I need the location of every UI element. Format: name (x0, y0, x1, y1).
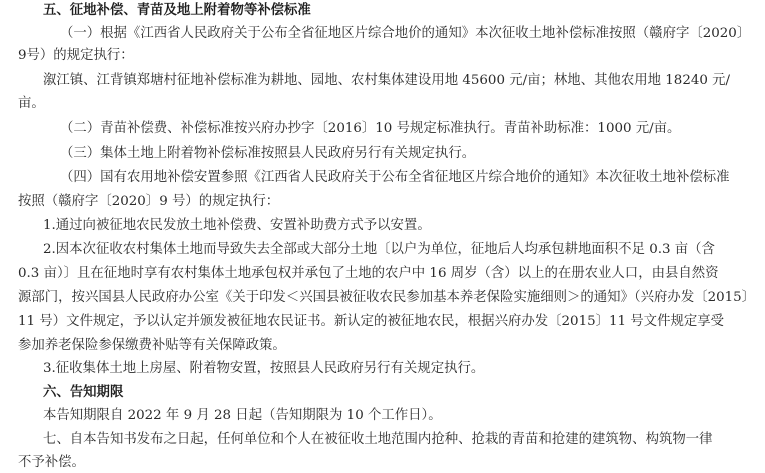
item2-text: （二）青苗补偿费、补偿标准按兴府办抄字〔2016〕10 号规定标准执行。青苗补助标准：1000 元/亩。 (60, 121, 681, 136)
item4-point2-line3: 源部门，按兴国县人民政府办公室《关于印发＜兴国县被征收农民参加基本养老保险实施细则＞的通知》（兴府办发〔2015〕 (18, 290, 756, 305)
item1-line1: （一）根据《江西省人民政府关于公布全省征地区片综合地价的通知》本次征收土地补偿标准按照（赣府字〔2020〕 (60, 26, 751, 41)
section6-heading: 六、告知期限 (43, 385, 124, 400)
item4-line1: （四）国有农用地补偿安置参照《江西省人民政府关于公布全省征地区片综合地价的通知》本次征收土地补偿标准 (60, 170, 730, 185)
section7-line1: 七、自本告知书发布之日起，任何单位和个人在被征收土地范围内抢种、抢栽的青苗和抢建的建筑物、构筑物一律 (43, 432, 713, 447)
item3-text: （三）集体土地上附着物补偿标准按照县人民政府另行有关规定执行。 (60, 146, 476, 161)
item4-point2-line2: 0.3 亩）〕且在征地时享有农村集体土地承包权并承包了土地的农户中 16 周岁（含）以上的在册农业人口，由县自然资 (18, 266, 719, 281)
item1-line2: 9号）的规定执行： (18, 48, 134, 63)
item4-point2-line4: 11 号）文件规定，予以认定并颁发被征地农民证书。新认定的被征地农民，根据兴府办发〔2015〕11 号文件规定享受 (18, 314, 725, 329)
item4-point2-line5: 参加养老保险参保缴费补贴等有关保障政策。 (18, 338, 286, 353)
item4-line2: 按照（赣府字〔2020〕9 号）的规定执行： (18, 194, 280, 209)
item4-point2-line1: 2.因本次征收农村集体土地而导致失去全部或大部分土地〔以户为单位，征地后人均承包耕地面积不足 0.3 亩（含 (43, 242, 715, 257)
item4-point1: 1.通过向被征地农民发放土地补偿费、安置补助费方式予以安置。 (43, 218, 431, 233)
item4-point3: 3.征收集体土地上房屋、附着物安置，按照县人民政府另行有关规定执行。 (43, 361, 485, 376)
section6-text: 本告知期限自 2022 年 9 月 28 日起（告知期限为 10 个工作日）。 (43, 408, 442, 423)
section5-heading: 五、征地补偿、青苗及地上附着物等补偿标准 (43, 3, 311, 18)
item1-detail2: 亩。 (18, 96, 45, 111)
section7-line2: 不予补偿。 (18, 455, 85, 470)
item1-detail1: 溆江镇、江背镇郑塘村征地补偿标准为耕地、园地、农村集体建设用地 45600 元/亩；林地、其他农用地 18240 元/ (43, 73, 731, 88)
